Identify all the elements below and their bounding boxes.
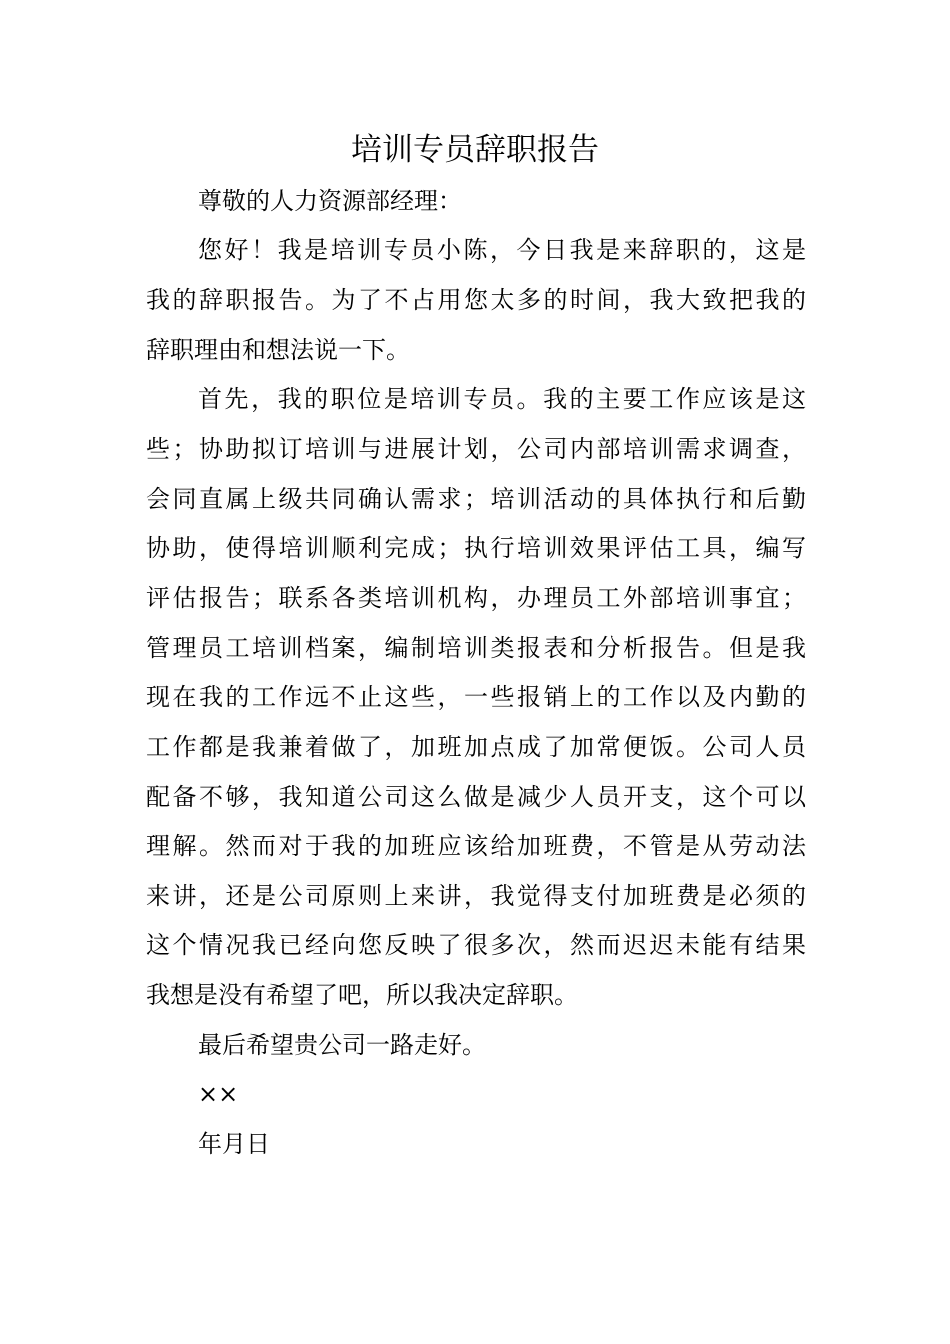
paragraph-line: 会同直属上级共同确认需求；培训活动的具体执行和后勤 <box>146 485 806 513</box>
paragraph-line: 协助，使得培训顺利完成；执行培训效果评估工具，编写 <box>146 534 806 562</box>
paragraph-line: 辞职理由和想法说一下。 <box>146 336 410 364</box>
paragraph-line: 评估报告；联系各类培训机构，办理员工外部培训事宜； <box>146 584 806 612</box>
paragraph-line: 管理员工培训档案，编制培训类报表和分析报告。但是我 <box>146 634 806 662</box>
paragraph-line: 现在我的工作远不止这些，一些报销上的工作以及内勤的 <box>146 683 806 711</box>
paragraph-line: 我的辞职报告。为了不占用您太多的时间，我大致把我的 <box>146 286 806 314</box>
document-title: 培训专员辞职报告 <box>351 132 599 168</box>
salutation: 尊敬的人力资源部经理： <box>198 187 462 215</box>
paragraph-line: 些；协助拟订培训与进展计划，公司内部培训需求调查， <box>146 435 806 463</box>
paragraph-line: 工作都是我兼着做了，加班加点成了加常便饭。公司人员 <box>146 733 806 761</box>
paragraph-line: 理解。然而对于我的加班应该给加班费，不管是从劳动法 <box>146 832 806 860</box>
paragraph-line: 我想是没有希望了吧，所以我决定辞职。 <box>146 981 578 1009</box>
date-line: 年月日 <box>198 1130 270 1158</box>
paragraph-line: 首先，我的职位是培训专员。我的主要工作应该是这 <box>198 385 806 413</box>
paragraph-line: 您好！我是培训专员小陈，今日我是来辞职的，这是 <box>198 236 806 264</box>
closing-line: 最后希望贵公司一路走好。 <box>198 1031 486 1059</box>
paragraph-line: 这个情况我已经向您反映了很多次，然而迟迟未能有结果 <box>146 931 806 959</box>
paragraph-line: 来讲，还是公司原则上来讲，我觉得支付加班费是必须的 <box>146 882 806 910</box>
paragraph-line: 配备不够，我知道公司这么做是减少人员开支，这个可以 <box>146 783 806 811</box>
signature: ×× <box>198 1080 239 1108</box>
